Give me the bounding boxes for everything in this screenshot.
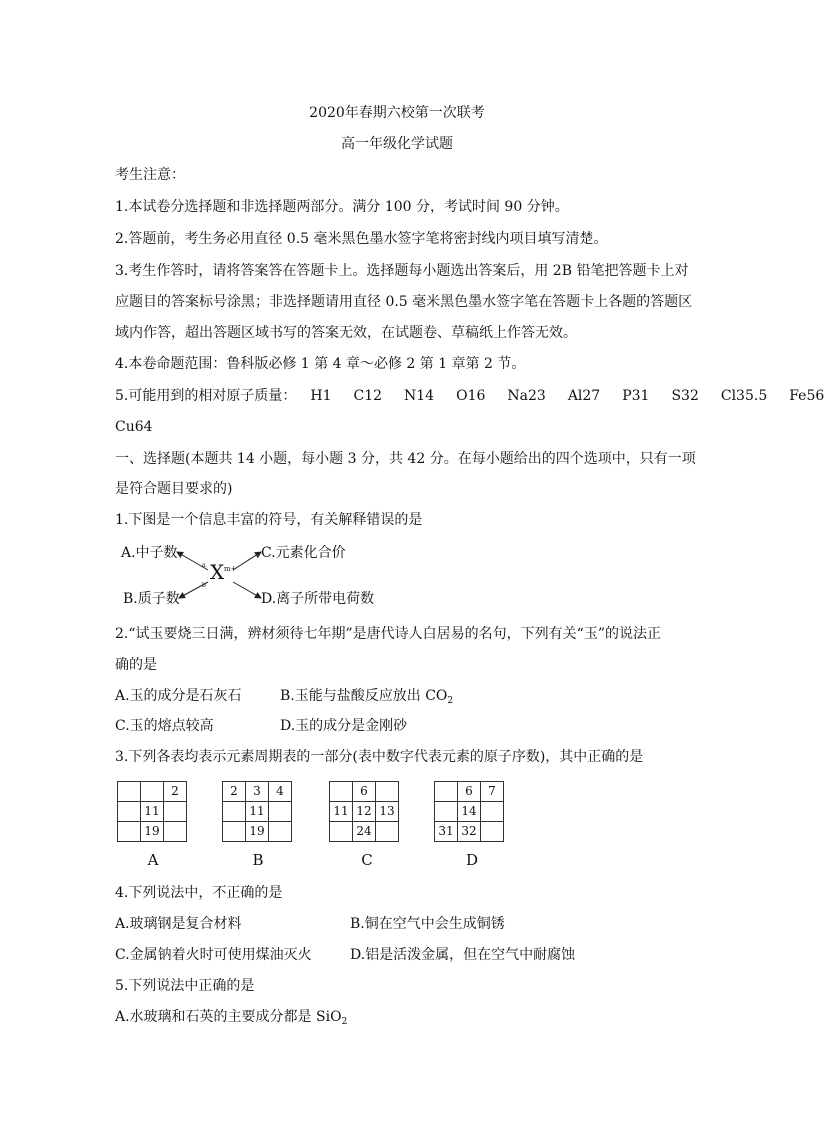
q3-label-c: C — [361, 851, 373, 869]
atomic-mass: C12 — [353, 388, 383, 404]
table-cell — [435, 802, 458, 822]
q4-stem: 4.下列说法中，不正确的是 — [115, 885, 283, 901]
q4-option-d: D.铝是活泼金属，但在空气中耐腐蚀 — [350, 947, 576, 963]
q3-table-c — [329, 781, 399, 842]
q5-option-a — [115, 1007, 347, 1032]
table-cell: 19 — [141, 822, 164, 842]
q1-stem: 1.下图是一个信息丰富的符号，有关解释错误的是 — [115, 512, 423, 528]
table-cell: 12 — [353, 802, 376, 822]
q5-stem: 5.下列说法中正确的是 — [115, 978, 255, 994]
q2-option-b-subscript: 2 — [447, 696, 454, 706]
atomic-mass: Cl35.5 — [720, 388, 768, 404]
table-cell: 13 — [376, 802, 399, 822]
notice-item-3-line-3: 域内作答，超出答题区域书写的答案无效，在试题卷、草稿纸上作答无效。 — [115, 325, 577, 341]
table-cell — [141, 782, 164, 802]
table-cell — [330, 822, 353, 842]
arrow-to-d — [233, 582, 261, 598]
q5-option-a-subscript: 2 — [341, 1017, 348, 1027]
table-cell: 11 — [246, 802, 269, 822]
atomic-mass: O16 — [456, 388, 486, 404]
table-cell — [481, 802, 504, 822]
table-cell: 2 — [223, 782, 246, 802]
q2-option-c: C.玉的熔点较高 — [115, 718, 214, 734]
q4-option-a: A.玻璃钢是复合材料 — [115, 916, 242, 932]
q5-option-a-text: A.水玻璃和石英的主要成分都是 SiO — [115, 1009, 342, 1025]
notice-item-5-line-2: Cu64 — [115, 419, 153, 435]
exam-title: 2020年春期六校第一次联考 — [309, 105, 485, 121]
notice-item-1: 1.本试卷分选择题和非选择题两部分。满分 100 分，考试时间 90 分钟。 — [115, 199, 569, 215]
table-cell: 31 — [435, 822, 458, 842]
q3-label-d: D — [465, 851, 479, 869]
table-cell — [269, 802, 292, 822]
atomic-mass: Na23 — [507, 388, 546, 404]
atomic-mass: Fe56 — [789, 388, 824, 404]
q3-label-b: B — [252, 851, 264, 869]
arrow-to-c — [233, 552, 261, 570]
q1-option-b: B.质子数 — [123, 591, 180, 607]
q2-stem-line-1: 2.“试玉要烧三日满，辨材须待七年期”是唐代诗人白居易的名句，下列有关“玉”的说法正 — [115, 626, 661, 642]
table-cell: 2 — [164, 782, 187, 802]
section-heading-line-1: 一、选择题(本题共 14 小题，每小题 3 分，共 42 分。在每小题给出的四个选项中，只有一项 — [115, 451, 696, 467]
q4-option-c: C.金属钠着火时可使用煤油灭火 — [115, 947, 312, 963]
table-cell — [376, 822, 399, 842]
table-cell — [269, 822, 292, 842]
notice-heading: 考生注意： — [115, 167, 185, 183]
exam-subtitle: 高一年级化学试题 — [341, 136, 453, 152]
q3-table-a — [117, 781, 187, 842]
notice-item-5 — [115, 386, 824, 406]
q1-option-d: D.离子所带电荷数 — [261, 591, 375, 607]
table-cell: 11 — [330, 802, 353, 822]
q3-table-b — [222, 781, 292, 842]
table-cell: 11 — [141, 802, 164, 822]
q3-table-d — [434, 781, 504, 842]
atomic-mass: Al27 — [567, 388, 601, 404]
q2-stem-line-2: 确的是 — [115, 657, 157, 673]
notice-item-3-line-2: 应题目的答案标号涂黑；非选择题请用直径 0.5 毫米黑色墨水签字笔在答题卡上各题的答题区 — [115, 294, 693, 310]
table-cell — [330, 782, 353, 802]
table-cell: 19 — [246, 822, 269, 842]
table-cell — [164, 802, 187, 822]
q2-option-a: A.玉的成分是石灰石 — [115, 688, 242, 704]
table-cell — [118, 822, 141, 842]
table-cell — [118, 802, 141, 822]
q2-option-b-text: B.玉能与盐酸反应放出 CO — [280, 688, 448, 704]
table-cell — [223, 822, 246, 842]
q1-option-c: C.元素化合价 — [261, 545, 346, 561]
atomic-mass-prefix: 5.可能用到的相对原子质量： — [115, 388, 297, 404]
table-cell — [481, 822, 504, 842]
symbol-charge: m+ — [224, 565, 237, 573]
table-cell — [223, 802, 246, 822]
table-cell — [164, 822, 187, 842]
q3-stem: 3.下列各表均表示元素周期表的一部分(表中数字代表元素的原子序数)，其中正确的是 — [115, 749, 644, 765]
notice-item-2: 2.答题前，考生务必用直径 0.5 毫米黑色墨水签字笔将密封线内项目填写清楚。 — [115, 231, 608, 247]
q3-label-a: A — [147, 851, 159, 869]
atomic-mass: H1 — [310, 388, 332, 404]
q1-element-symbol — [202, 560, 237, 589]
notice-item-3-line-1: 3.考生作答时，请将答案答在答题卡上。选择题每小题选出答案后，用 2B 铅笔把答题卡上对 — [115, 263, 689, 279]
atomic-mass: P31 — [622, 388, 650, 404]
table-cell: 4 — [269, 782, 292, 802]
q1-symbol-diagram — [115, 538, 415, 614]
q4-option-b: B.铜在空气中会生成铜锈 — [350, 916, 505, 932]
table-cell — [118, 782, 141, 802]
symbol-atomic-number: b — [202, 582, 206, 589]
q1-option-a: A.中子数 — [121, 545, 178, 561]
section-heading-line-2: 是符合题目要求的) — [115, 481, 233, 497]
table-cell: 24 — [353, 822, 376, 842]
table-cell: 6 — [458, 782, 481, 802]
symbol-letter: X — [210, 560, 225, 584]
table-cell: 14 — [458, 802, 481, 822]
q2-option-d: D.玉的成分是金刚砂 — [280, 718, 408, 734]
table-cell: 7 — [481, 782, 504, 802]
table-cell — [435, 782, 458, 802]
q2-option-b — [280, 686, 453, 711]
notice-item-4: 4.本卷命题范围：鲁科版必修 1 第 4 章～必修 2 第 1 章第 2 节。 — [115, 356, 526, 372]
table-cell: 3 — [246, 782, 269, 802]
symbol-mass-number: a — [202, 562, 206, 569]
atomic-mass: N14 — [404, 388, 435, 404]
table-cell: 32 — [458, 822, 481, 842]
table-cell: 6 — [353, 782, 376, 802]
table-cell — [376, 782, 399, 802]
atomic-mass: S32 — [671, 388, 699, 404]
